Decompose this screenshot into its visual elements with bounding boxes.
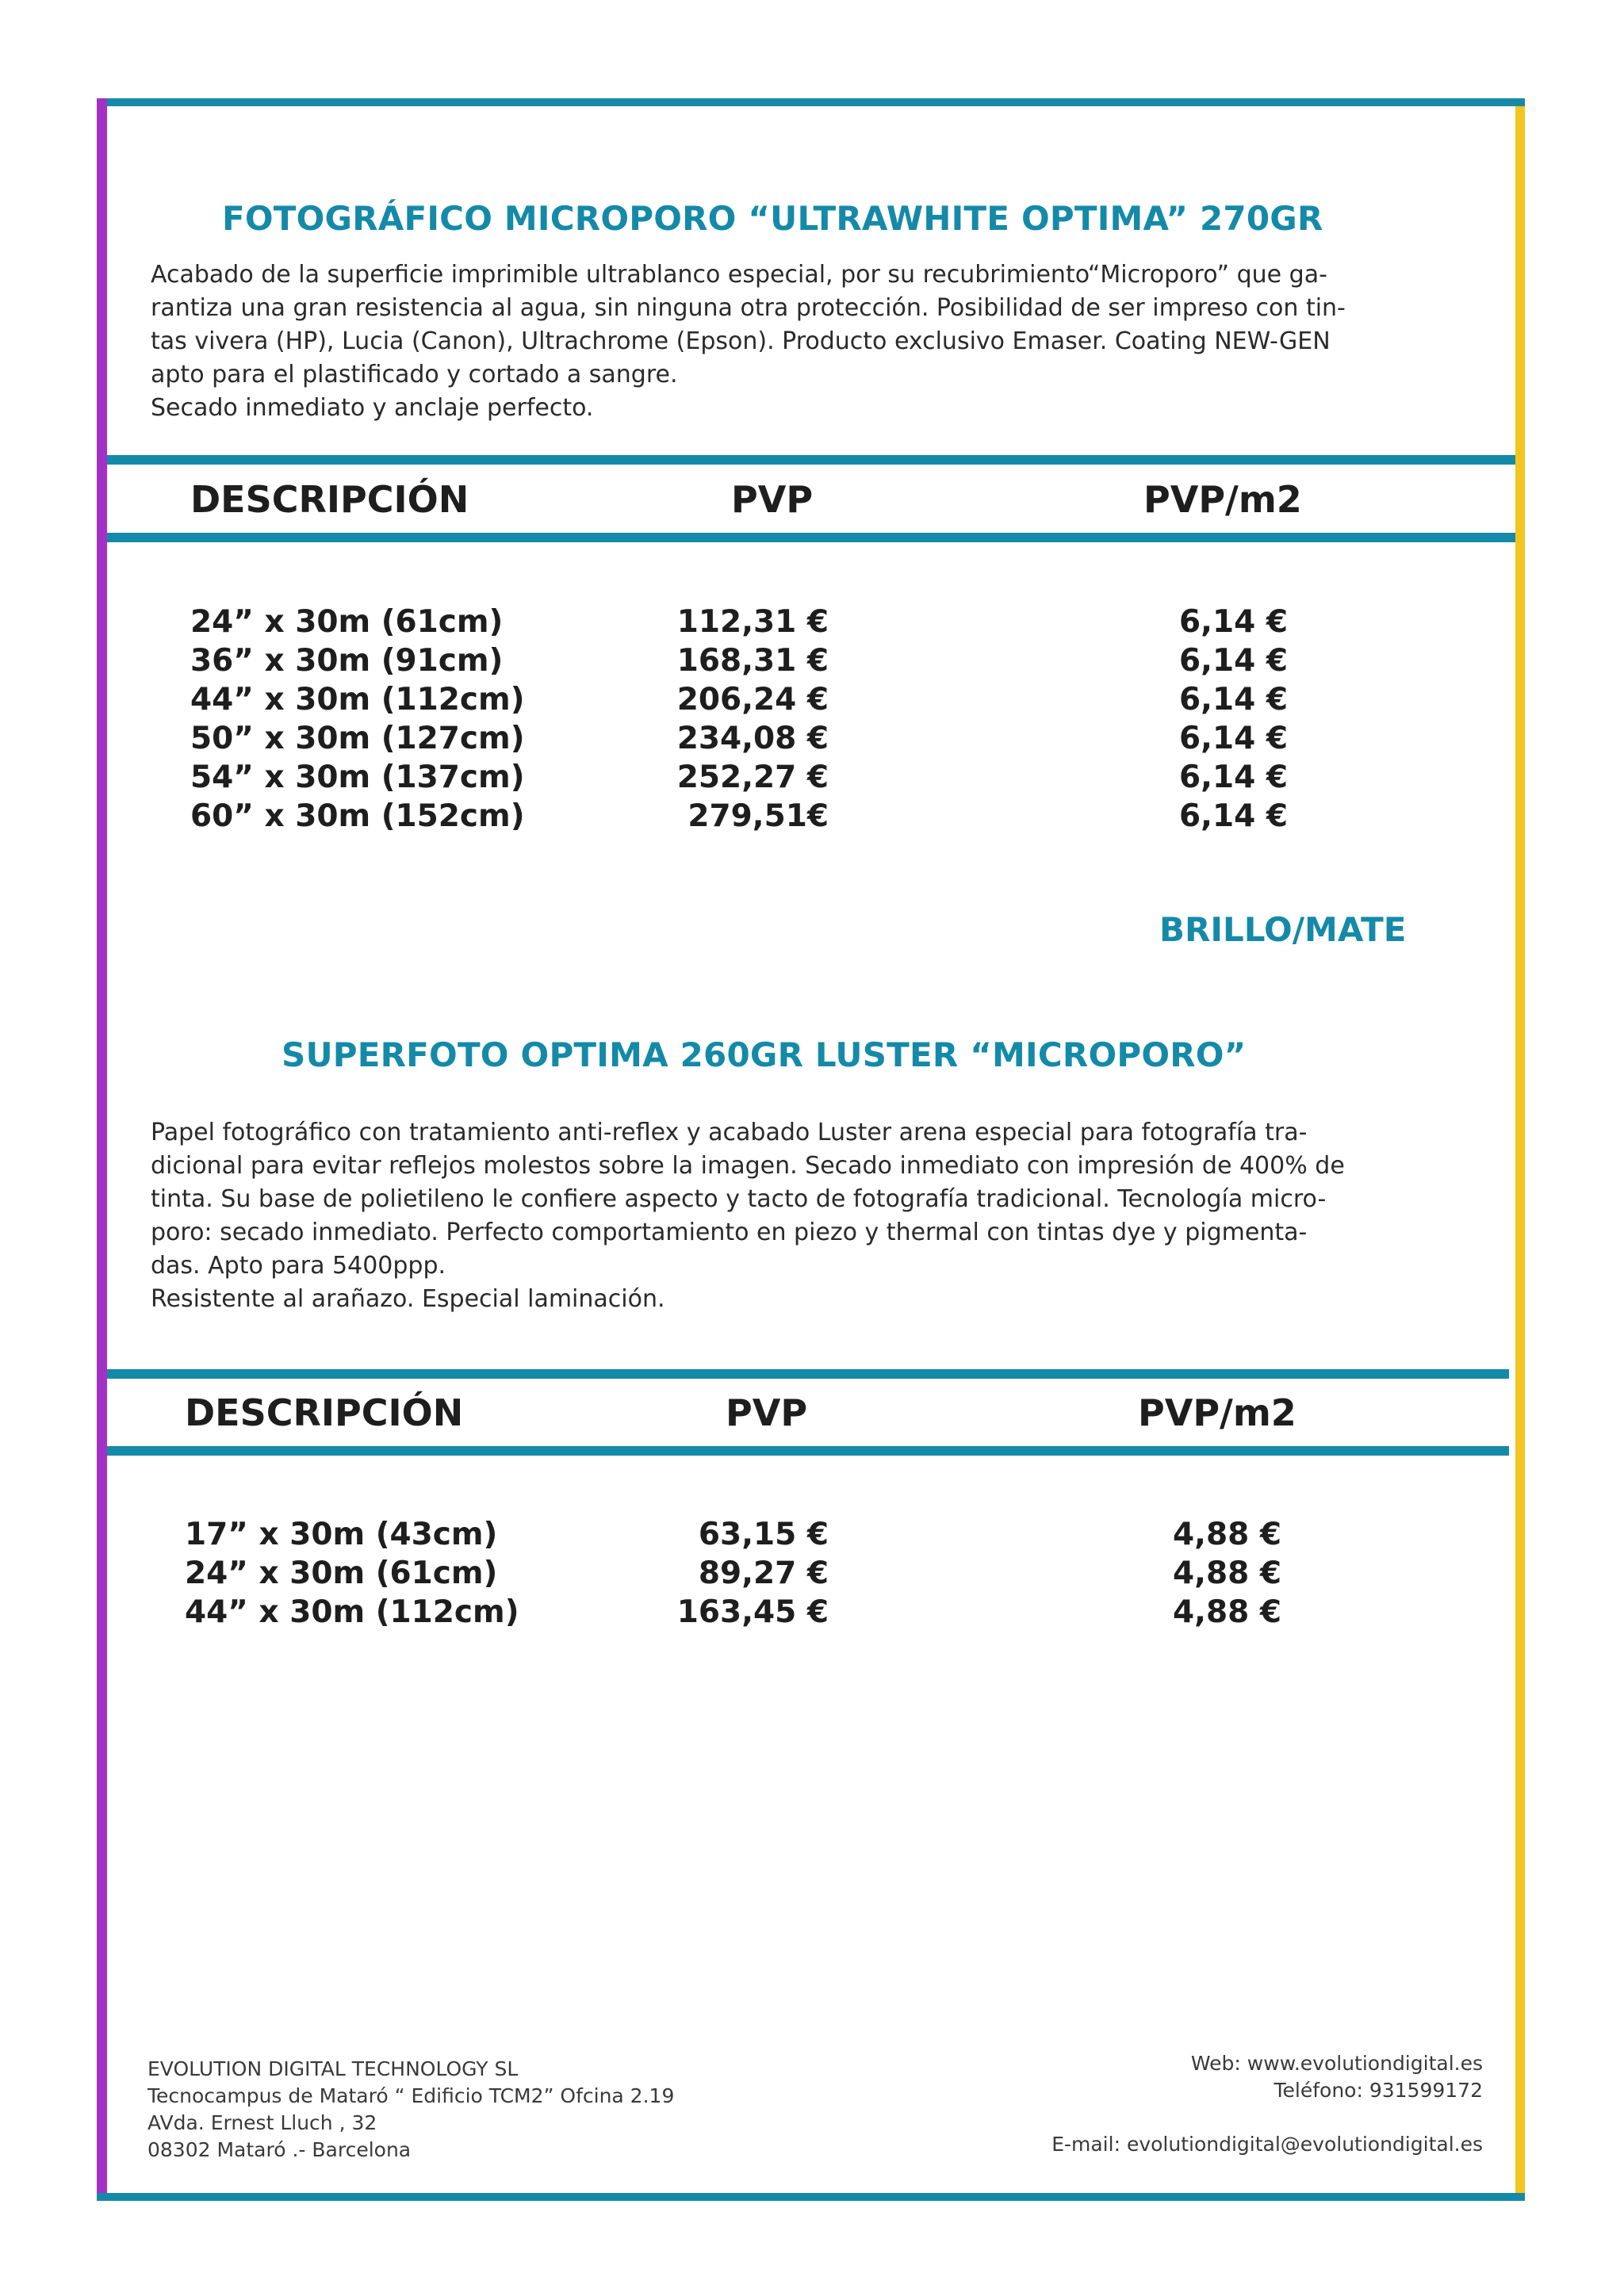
section2-description-line: dicional para evitar reflejos molestos sobre la imagen. Secado inmediato con impresión de 400% de xyxy=(151,1152,1345,1180)
section2-description-line: Papel fotográfico con tratamiento anti-reflex y acabado Luster arena especial para fotografía tra- xyxy=(151,1119,1308,1146)
company-name: EVOLUTION DIGITAL TECHNOLOGY SL xyxy=(147,2057,519,2080)
section1-header-description: DESCRIPCIÓN xyxy=(190,478,469,521)
row-description: 44” x 30m (112cm) xyxy=(185,1594,519,1630)
row-pvp: 168,31 € xyxy=(676,643,829,679)
row-pvp: 234,08 € xyxy=(676,721,829,756)
row-pvp-m2: 6,14 € xyxy=(1179,682,1288,718)
table-row xyxy=(190,682,829,721)
table-row xyxy=(185,1517,829,1556)
section1-header-top-rule xyxy=(107,455,1515,465)
web-link[interactable]: Web: www.evolutiondigital.es xyxy=(1190,2052,1483,2075)
row-pvp: 89,27 € xyxy=(698,1556,829,1591)
row-description: 44” x 30m (112cm) xyxy=(190,682,525,718)
table-row xyxy=(185,1556,829,1594)
row-pvp-m2: 4,88 € xyxy=(1173,1517,1281,1552)
address-line: Tecnocampus de Mataró “ Edificio TCM2” Ofcina 2.19 xyxy=(147,2084,675,2107)
row-pvp-m2: 6,14 € xyxy=(1179,604,1288,640)
row-pvp: 279,51€ xyxy=(688,798,829,834)
row-description: 54” x 30m (137cm) xyxy=(190,760,525,795)
section2-description-line: tinta. Su base de polietileno le confiere aspecto y tacto de fotografía tradicional. Tecnología micro- xyxy=(151,1185,1327,1213)
table-row xyxy=(1031,721,1288,760)
section2-title: SUPERFOTO OPTIMA 260GR LUSTER “MICROPORO” xyxy=(282,1035,1247,1074)
table-row xyxy=(1031,760,1288,798)
section2-price-m2-column xyxy=(1031,1517,1281,1633)
table-row xyxy=(190,721,829,760)
section1-header-pvp: PVP xyxy=(731,478,814,521)
row-description: 36” x 30m (91cm) xyxy=(190,643,504,679)
row-description: 24” x 30m (61cm) xyxy=(185,1556,498,1591)
section2-description-line: Resistente al arañazo. Especial laminación. xyxy=(151,1285,665,1313)
row-pvp: 163,45 € xyxy=(676,1594,829,1630)
section1-title: FOTOGRÁFICO MICROPORO “ULTRAWHITE OPTIMA” 270GR xyxy=(222,199,1323,238)
row-pvp-m2: 6,14 € xyxy=(1179,798,1288,834)
section2-header-bottom-rule xyxy=(107,1446,1509,1456)
section1-description-line: Secado inmediato y anclaje perfecto. xyxy=(151,394,594,422)
address-line: 08302 Mataró .- Barcelona xyxy=(147,2138,412,2161)
left-border xyxy=(97,98,107,2201)
row-pvp-m2: 6,14 € xyxy=(1179,760,1288,795)
table-row xyxy=(1031,1556,1281,1594)
row-pvp: 252,27 € xyxy=(676,760,829,795)
section1-header-bottom-rule xyxy=(107,533,1515,542)
table-row xyxy=(1031,1594,1281,1633)
section1-price-table xyxy=(190,604,829,837)
table-row xyxy=(1031,798,1288,837)
section1-description-line: tas vivera (HP), Lucia (Canon), Ultrachrome (Epson). Producto exclusivo Emaser. Coating NEW-GEN xyxy=(151,327,1331,355)
table-row xyxy=(190,798,829,837)
table-row xyxy=(1031,682,1288,721)
right-border xyxy=(1515,106,1525,2201)
section2-header-pvp: PVP xyxy=(726,1391,808,1434)
top-border xyxy=(97,98,1525,106)
footer-contact-info xyxy=(1051,2050,1483,2158)
bottom-border xyxy=(97,2193,1525,2201)
row-pvp-m2: 6,14 € xyxy=(1179,643,1288,679)
row-pvp: 112,31 € xyxy=(676,604,829,640)
table-row xyxy=(190,760,829,798)
row-description: 50” x 30m (127cm) xyxy=(190,721,525,756)
row-description: 17” x 30m (43cm) xyxy=(185,1517,498,1552)
section2-description-line: poro: secado inmediato. Perfecto comportamiento en piezo y thermal con tintas dye y pigmenta- xyxy=(151,1219,1308,1246)
section2-header-top-rule xyxy=(107,1369,1509,1379)
email-link[interactable]: E-mail: evolutiondigital@evolutiondigital.es xyxy=(1051,2133,1483,2156)
table-row xyxy=(1031,643,1288,682)
row-pvp: 63,15 € xyxy=(698,1517,829,1552)
section2-header-description: DESCRIPCIÓN xyxy=(185,1391,464,1434)
table-row xyxy=(1031,604,1288,643)
section2-description xyxy=(151,1116,1483,1316)
section1-description-line: rantiza una gran resistencia al agua, sin ninguna otra protección. Posibilidad de ser impreso con tin- xyxy=(151,294,1346,322)
phone-number: Teléfono: 931599172 xyxy=(1274,2079,1483,2102)
row-pvp-m2: 4,88 € xyxy=(1173,1556,1281,1591)
footer-company-info xyxy=(147,2056,674,2164)
row-pvp-m2: 4,88 € xyxy=(1173,1594,1281,1630)
row-pvp: 206,24 € xyxy=(676,682,829,718)
table-row xyxy=(190,604,829,643)
section1-price-m2-column xyxy=(1031,604,1288,837)
finish-label: BRILLO/MATE xyxy=(1159,910,1407,949)
section1-description xyxy=(151,258,1483,425)
row-description: 60” x 30m (152cm) xyxy=(190,798,525,834)
section1-header-pvp-m2: PVP/m2 xyxy=(1143,478,1302,521)
spacer xyxy=(1051,2104,1483,2131)
row-description: 24” x 30m (61cm) xyxy=(190,604,504,640)
section1-description-line: apto para el plastificado y cortado a sangre. xyxy=(151,361,678,388)
section2-description-line: das. Apto para 5400ppp. xyxy=(151,1252,446,1280)
row-pvp-m2: 6,14 € xyxy=(1179,721,1288,756)
table-row xyxy=(1031,1517,1281,1556)
address-line: AVda. Ernest Lluch , 32 xyxy=(147,2111,377,2134)
section2-price-table xyxy=(185,1517,829,1633)
table-row xyxy=(185,1594,829,1633)
section1-description-line: Acabado de la superficie imprimible ultrablanco especial, por su recubrimiento“Microporo” que ga- xyxy=(151,261,1327,289)
section2-header-pvp-m2: PVP/m2 xyxy=(1138,1391,1297,1434)
table-row xyxy=(190,643,829,682)
